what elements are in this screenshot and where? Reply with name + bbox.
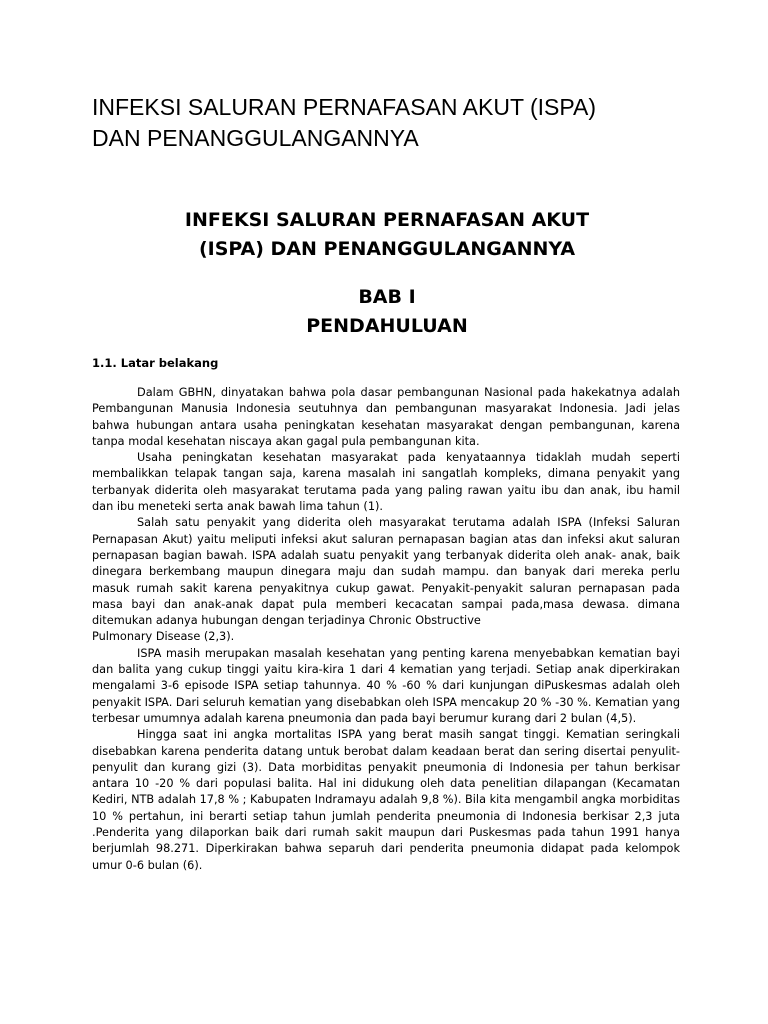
chapter-title: PENDAHULUAN: [306, 315, 468, 337]
document-title-line-1: INFEKSI SALURAN PERNAFASAN AKUT (ISPA): [92, 94, 597, 120]
main-heading-line-2: (ISPA) DAN PENANGGULANGANNYA: [198, 238, 576, 260]
document-title: [92, 92, 692, 154]
body-text: [92, 385, 680, 874]
chapter-number: BAB I: [358, 286, 416, 308]
paragraph: Dalam GBHN, dinyatakan bahwa pola dasar pembangunan Nasional pada hakekatnya adalah Pembangunan Manusia Indonesia seutuhnya dan pembangunan masyarakat Indonesia. Jadi jelas bahwa hubungan antara usaha peningkatan kesehatan masyarakat dengan pembangunan, karena tanpa modal kesehatan niscaya akan gagal pula pembangunan kita.: [92, 386, 680, 448]
chapter-heading: [92, 283, 682, 341]
document-title-line-2: DAN PENANGGULANGANNYA: [92, 125, 419, 151]
paragraph: Hingga saat ini angka mortalitas ISPA yang berat masih sangat tinggi. Kematian seringkali disebabkan karena penderita datang untuk berobat dalam keadaan berat dan sering disertai penyulit-penyulit dan kurang gizi (3). Data morbiditas penyakit pneumonia di Indonesia per tahun berkisar antara 10 -20 % dari populasi balita. Hal ini didukung oleh data penelitian dilapangan (Kecamatan Kediri, NTB adalah 17,8 % ; Kabupaten Indramayu adalah 9,8 %). Bila kita mengambil angka morbiditas 10 % pertahun, ini berarti setiap tahun jumlah penderita pneumonia di Indonesia berkisar 2,3 juta .Penderita yang dilaporkan baik dari rumah sakit maupun dari Puskesmas pada tahun 1991 hanya berjumlah 98.271. Diperkirakan bahwa separuh dari penderita pneumonia didapat pada kelompok umur 0-6 bulan (6).: [92, 728, 680, 872]
section-heading: 1.1. Latar belakang: [92, 356, 219, 370]
paragraph-continuation: Pulmonary Disease (2,3).: [92, 630, 235, 644]
paragraph: Salah satu penyakit yang diderita oleh masyarakat terutama adalah ISPA (Infeksi Saluran Pernapasan Akut) yaitu meliputi infeksi akut saluran pernapasan bagian atas dan infeksi akut saluran pernapasan bagian bawah. ISPA adalah suatu penyakit yang terbanyak diderita oleh anak- anak, baik dinegara berkembang maupun dinegara maju dan sudah mampu. dan banyak dari mereka perlu masuk rumah sakit karena penyakitnya cukup gawat. Penyakit-penyakit saluran pernapasan pada masa bayi dan anak-anak dapat pula memberi kecacatan sampai pada,masa dewasa. dimana ditemukan adanya hubungan dengan terjadinya Chronic Obstructive: [92, 516, 680, 628]
paragraph: ISPA masih merupakan masalah kesehatan yang penting karena menyebabkan kematian bayi dan balita yang cukup tinggi yaitu kira-kira 1 dari 4 kematian yang terjadi. Setiap anak diperkirakan mengalami 3-6 episode ISPA setiap tahunnya. 40 % -60 % dari kunjungan diPuskesmas adalah oleh penyakit ISPA. Dari seluruh kematian yang disebabkan oleh ISPA mencakup 20 % -30 %. Kematian yang terbesar umumnya adalah karena pneumonia dan pada bayi berumur kurang dari 2 bulan (4,5).: [92, 646, 680, 725]
main-heading-line-1: INFEKSI SALURAN PERNAFASAN AKUT: [184, 209, 590, 231]
paragraph: Usaha peningkatan kesehatan masyarakat pada kenyataannya tidaklah mudah seperti membalikkan telapak tangan saja, karena masalah ini sangatlah kompleks, dimana penyakit yang terbanyak diderita oleh masyarakat terutama pada yang paling rawan yaitu ibu dan anak, ibu hamil dan ibu meneteki serta anak bawah lima tahun (1).: [92, 451, 680, 514]
main-heading: [92, 206, 682, 264]
